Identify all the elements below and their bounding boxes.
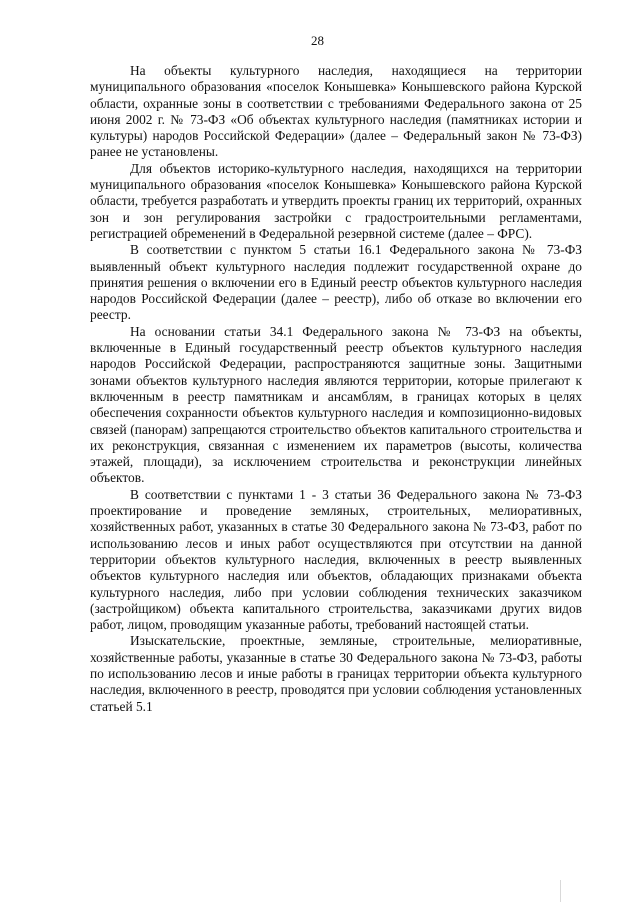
paragraph: Для объектов историко-культурного наследия, находящихся на территории муниципального образования «поселок Конышевка» Конышевского района Курской области, требуется разработать и утвердить проекты границ их территорий, охранных зон и зон регулирования застройки с градостроительными регламентами, регистрацией обременений в Федеральной резервной системе (далее – ФРС).	[90, 160, 582, 241]
paragraph: В соответствии с пунктами 1 - 3 статьи 36 Федерального закона № 73-ФЗ проектирование и проведение земляных, строительных, мелиоративных, хозяйственных работ, указанных в статье 30 Федерального закона № 73-ФЗ, работ по использованию лесов и иных работ осуществляются при отсутствии на данной территории объектов культурного наследия, включенных в реестр выявленных объектов культурного наследия или объектов, обладающих признаками объекта культурного наследия, либо при условии соблюдения технических заказчиком (застройщиком) объекта капитального строительства, заказчиками других видов работ, лицом, проводящим указанные работы, требований настоящей статьи.	[90, 486, 582, 633]
paragraph: На основании статьи 34.1 Федерального закона № 73-ФЗ на объекты, включенные в Единый государственный реестр объектов культурного наследия народов Российской Федерации, распространяются защитные зоны. Защитными зонами объектов культурного наследия являются территории, которые прилегают к включенным в реестр памятникам и ансамблям, в границах которых в целях обеспечения сохранности объектов культурного наследия и композиционно-видовых связей (панорам) запрещаются строительство объектов капитального строительства и их реконструкция, связанная с изменением их параметров (высоты, количества этажей, площади), за исключением строительства и реконструкции линейных объектов.	[90, 323, 582, 486]
paragraph: В соответствии с пунктом 5 статьи 16.1 Федерального закона № 73-ФЗ выявленный объект культурного наследия подлежит государственной охране до принятия решения о включении его в Единый реестр объектов культурного наследия народов Российской Федерации (далее – реестр), либо об отказе во включении его реестр.	[90, 242, 582, 323]
document-body	[90, 63, 582, 715]
paragraph: Изыскательские, проектные, земляные, строительные, мелиоративные, хозяйственные работы, указанные в статье 30 Федерального закона № 73-ФЗ, работы по использованию лесов и иные работы в границах территории объекта культурного наследия, включенного в реестр, проводятся при условии соблюдения установленных статьей 5.1	[90, 633, 582, 714]
page-number: 28	[311, 33, 324, 48]
paragraph: На объекты культурного наследия, находящиеся на территории муниципального образования «поселок Конышевка» Конышевского района Курской области, охранные зоны в соответствии с требованиями Федерального закона от 25 июня 2002 г. № 73-ФЗ «Об объектах культурного наследия (памятниках истории и культуры) народов Российской Федерации» (далее – Федеральный закон № 73-ФЗ) ранее не установлены.	[90, 63, 582, 160]
scan-edge-mark	[560, 880, 621, 902]
